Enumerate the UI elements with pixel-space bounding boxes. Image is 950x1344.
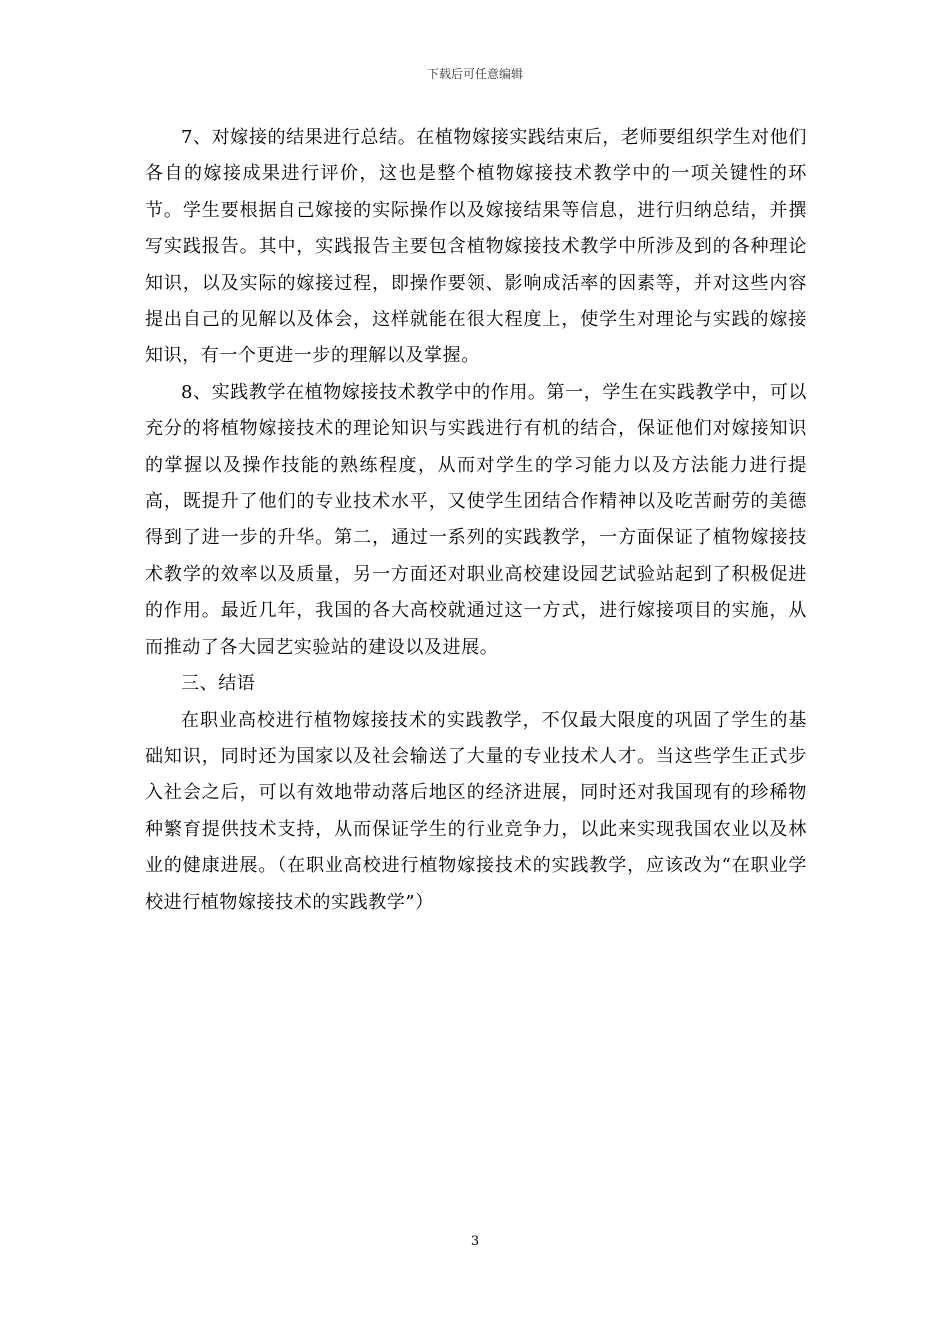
paragraph-practice-role: 8、实践教学在植物嫁接技术教学中的作用。第一，学生在实践教学中，可以充分的将植物嫁接技术的理论知识与实践进行有机的结合，保证他们对嫁接知识的掌握以及操作技能的熟练程度，从而对学生的学习能力以及方法能力进行提高，既提升了他们的专业技术水平，又使学生团结合作精神以及吃苦耐劳的美德得到了进一步的升华。第二，通过一系列的实践教学，一方面保证了植物嫁接技术教学的效率以及质量，另一方面还对职业高校建设园艺试验站起到了积极促进的作用。最近几年，我国的各大高校就通过这一方式，进行嫁接项目的实施，从而推动了各大园艺实验站的建设以及进展。 (145, 381, 807, 658)
paragraph-conclusion: 在职业高校进行植物嫁接技术的实践教学，不仅最大限度的巩固了学生的基础知识，同时还为国家以及社会输送了大量的专业技术人才。当这些学生正式步入社会之后，可以有效地带动落后地区的经济进展，同时还对我国现有的珍稀物种繁育提供技术支持，从而保证学生的行业竞争力，以此来实现我国农业以及林业的健康进展。（在职业高校进行植物嫁接技术的实践教学，应该改为“在职业学校进行植物嫁接技术的实践教学”） (145, 709, 807, 913)
paragraph-summary: 7、对嫁接的结果进行总结。在植物嫁接实践结束后，老师要组织学生对他们各自的嫁接成果进行评价，这也是整个植物嫁接技术教学中的一项关键性的环节。学生要根据自己嫁接的实际操作以及嫁接结果等信息，进行归纳总结，并撰写实践报告。其中，实践报告主要包含植物嫁接技术教学中所涉及到的各种理论知识，以及实际的嫁接过程，即操作要领、影响成活率的因素等，并对这些内容提出自己的见解以及体会，这样就能在很大程度上，使学生对理论与实践的嫁接知识，有一个更进一步的理解以及掌握。 (145, 127, 807, 367)
document-body (145, 120, 807, 921)
page-header: 下载后可任意编辑 (426, 67, 523, 81)
section-heading-conclusion: 三、结语 (181, 673, 256, 695)
page-number: 3 (470, 1234, 480, 1249)
